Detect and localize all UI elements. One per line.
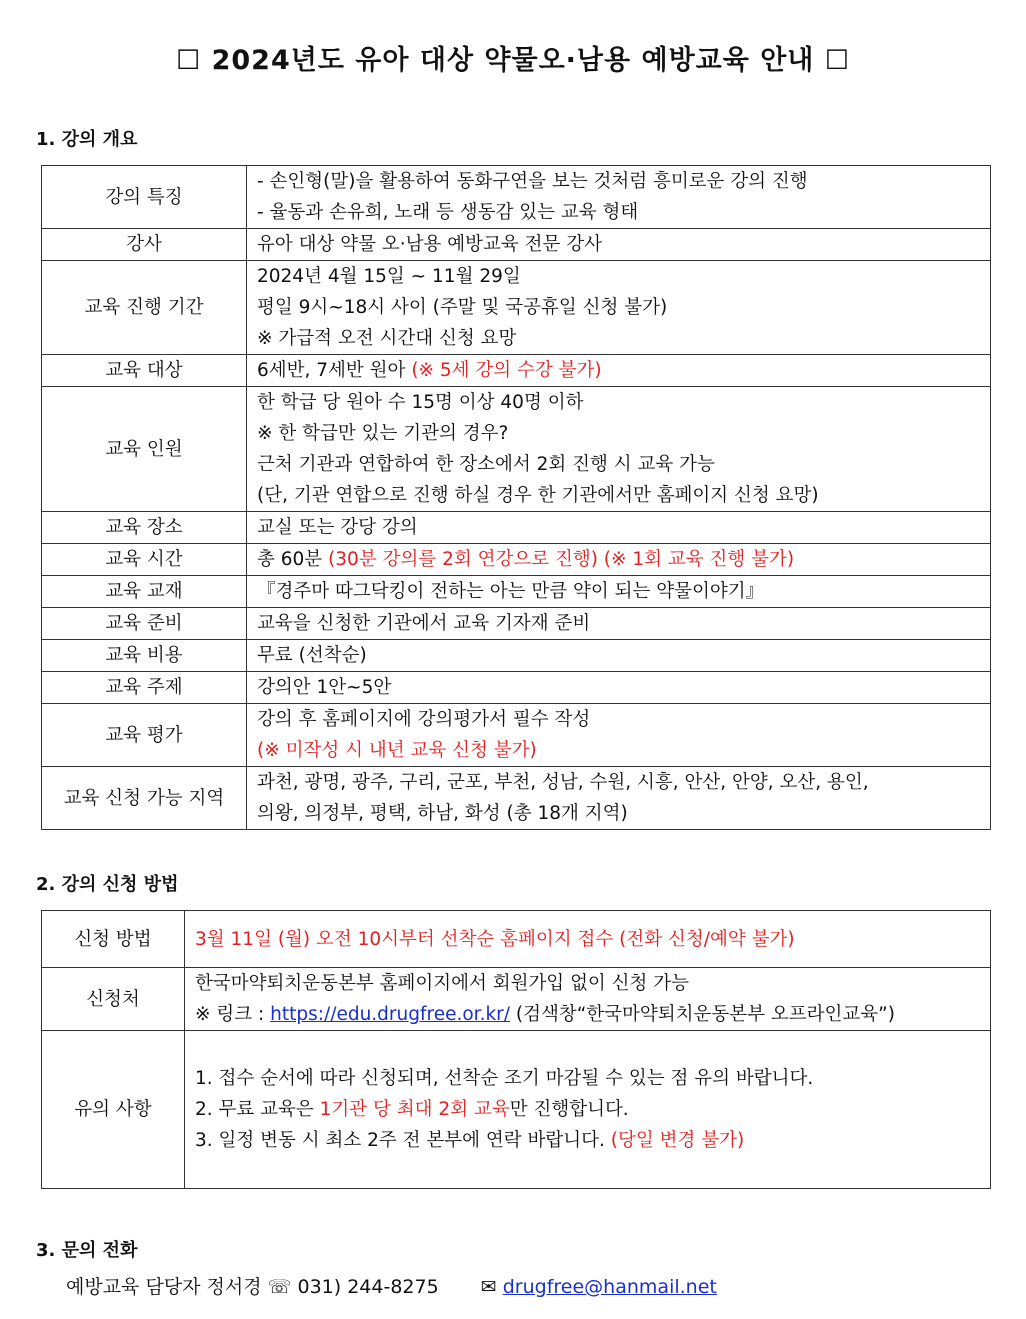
notice-item: 1. 접수 순서에 따라 신청되며, 선착순 조기 마감될 수 있는 점 유의 바랍니다.	[195, 1068, 814, 1089]
warning-note: (※ 미작성 시 내년 교육 신청 불가)	[257, 740, 537, 761]
search-hint: (검색창“한국마약퇴치운동본부 오프라인교육”)	[510, 1004, 895, 1025]
table-row	[42, 166, 991, 229]
table-row	[42, 576, 991, 608]
table-row	[42, 355, 991, 387]
row-value: 유아 대상 약물 오·남용 예방교육 전문 강사	[247, 229, 991, 261]
row-label: 교육 진행 기간	[42, 261, 247, 355]
page-title: ☐ 2024년도 유아 대상 약물오·남용 예방교육 안내 ☐	[175, 45, 850, 76]
table-row	[42, 968, 991, 1031]
table-row	[42, 387, 991, 512]
row-value: 『경주마 따그닥킹이 전하는 아는 만큼 약이 되는 약물이야기』	[247, 576, 991, 608]
row-label: 교육 대상	[42, 355, 247, 387]
row-value	[247, 767, 991, 830]
notice-item	[195, 1094, 980, 1125]
notice-text: 만 진행합니다.	[509, 1099, 629, 1120]
line-text: 의왕, 의정부, 평택, 하남, 화성 (총 18개 지역)	[257, 803, 628, 824]
row-label: 교육 시간	[42, 544, 247, 576]
line-text: - 율동과 손유희, 노래 등 생동감 있는 교육 형태	[257, 202, 639, 223]
table-row	[42, 1031, 991, 1189]
value-text: 총 60분	[257, 549, 323, 570]
email-link[interactable]: drugfree@hanmail.net	[502, 1276, 717, 1298]
line-text: ※ 한 학급만 있는 기관의 경우?	[257, 423, 509, 444]
row-label: 유의 사항	[42, 1031, 185, 1189]
row-label: 교육 준비	[42, 608, 247, 640]
line-text: (단, 기관 연합으로 진행 하실 경우 한 기관에서만 홈페이지 신청 요망)	[257, 485, 819, 506]
contact-line	[66, 1272, 717, 1299]
row-value: 3월 11일 (월) 오전 10시부터 선착순 홈페이지 접수 (전화 신청/예약 불가)	[185, 911, 991, 968]
row-value	[185, 1031, 991, 1189]
line-text: - 손인형(말)을 활용하여 동화구연을 보는 것처럼 흥미로운 강의 진행	[257, 171, 808, 192]
row-value	[247, 166, 991, 229]
line-text: 한 학급 당 원아 수 15명 이상 40명 이하	[257, 392, 584, 413]
table-row	[42, 704, 991, 767]
row-label: 교육 신청 가능 지역	[42, 767, 247, 830]
homepage-link[interactable]: https://edu.drugfree.or.kr/	[270, 1004, 511, 1025]
mail-icon: ✉	[480, 1276, 497, 1298]
phone-number: 031) 244-8275	[297, 1276, 439, 1298]
warning-note: (당일 변경 불가)	[610, 1130, 745, 1151]
line-text: 과천, 광명, 광주, 구리, 군포, 부천, 성남, 수원, 시흥, 안산, 안양, 오산, 용인,	[257, 772, 869, 793]
row-value: 무료 (선착순)	[247, 640, 991, 672]
row-label: 교육 인원	[42, 387, 247, 512]
warning-note: 1기관 당 최대 2회 교육	[319, 1099, 510, 1120]
row-label: 교육 장소	[42, 512, 247, 544]
notice-text: 2. 무료 교육은	[195, 1099, 320, 1120]
overview-table	[41, 165, 991, 830]
table-row	[42, 229, 991, 261]
line-text: 평일 9시~18시 사이 (주말 및 국공휴일 신청 불가)	[257, 297, 668, 318]
row-value: 교육을 신청한 기관에서 교육 기자재 준비	[247, 608, 991, 640]
line-text: 2024년 4월 15일 ~ 11월 29일	[257, 266, 521, 287]
row-value: 교실 또는 강당 강의	[247, 512, 991, 544]
row-value	[247, 387, 991, 512]
row-label: 신청 방법	[42, 911, 185, 968]
row-label: 교육 평가	[42, 704, 247, 767]
table-row	[42, 261, 991, 355]
notice-item	[195, 1125, 980, 1156]
notice-text: 3. 일정 변동 시 최소 2주 전 본부에 연락 바랍니다.	[195, 1130, 611, 1151]
row-label: 강의 특징	[42, 166, 247, 229]
link-prefix: ※ 링크 :	[195, 1004, 271, 1025]
row-value	[247, 261, 991, 355]
line-text: ※ 가급적 오전 시간대 신청 요망	[257, 328, 517, 349]
row-label: 교육 비용	[42, 640, 247, 672]
table-row	[42, 640, 991, 672]
contact-person: 예방교육 담당자 정서경	[66, 1276, 262, 1298]
table-row	[42, 608, 991, 640]
table-row	[42, 512, 991, 544]
row-value	[247, 544, 991, 576]
line-text: 한국마약퇴치운동본부 홈페이지에서 회원가입 없이 신청 가능	[195, 973, 690, 994]
section-heading-contact: 3. 문의 전화	[36, 1240, 138, 1261]
row-label: 강사	[42, 229, 247, 261]
section-heading-apply: 2. 강의 신청 방법	[36, 874, 179, 895]
row-value: 강의안 1안~5안	[247, 672, 991, 704]
row-value	[247, 704, 991, 767]
value-text: 6세반, 7세반 원아	[257, 360, 406, 381]
row-label: 교육 교재	[42, 576, 247, 608]
row-value	[247, 355, 991, 387]
row-label: 신청처	[42, 968, 185, 1031]
table-row	[42, 672, 991, 704]
line-text: 근처 기관과 연합하여 한 장소에서 2회 진행 시 교육 가능	[257, 454, 715, 475]
table-row	[42, 767, 991, 830]
phone-icon: ☏	[267, 1276, 292, 1298]
warning-note: (30분 강의를 2회 연강으로 진행) (※ 1회 교육 진행 불가)	[328, 549, 795, 570]
line-text: 강의 후 홈페이지에 강의평가서 필수 작성	[257, 709, 591, 730]
apply-table	[41, 910, 991, 1189]
row-label: 교육 주제	[42, 672, 247, 704]
section-heading-overview: 1. 강의 개요	[36, 129, 138, 150]
row-value	[185, 968, 991, 1031]
warning-note: (※ 5세 강의 수강 불가)	[411, 360, 602, 381]
table-row	[42, 544, 991, 576]
table-row	[42, 911, 991, 968]
